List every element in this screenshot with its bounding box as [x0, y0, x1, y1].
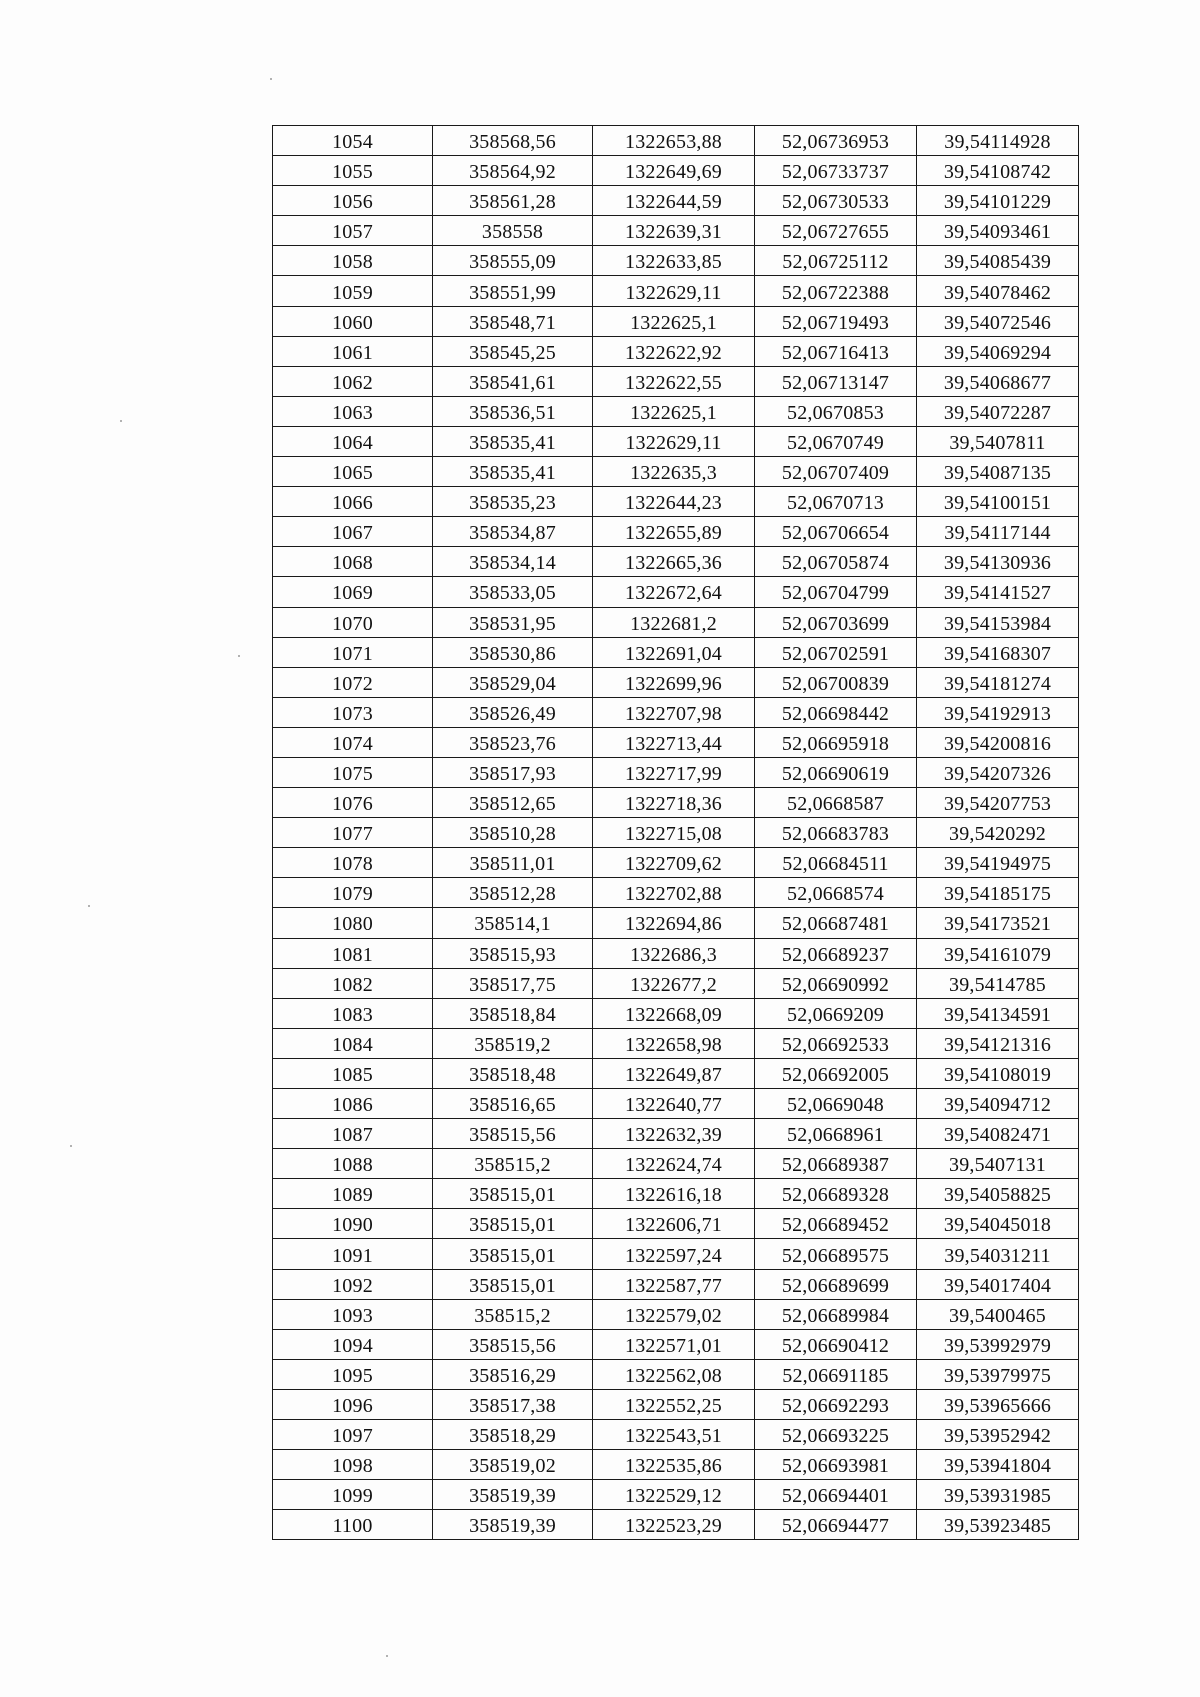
y-coordinate-cell: 1322681,2 — [593, 607, 755, 637]
table-row — [273, 968, 1079, 998]
y-coordinate-cell: 1322625,1 — [593, 306, 755, 336]
table-row — [273, 156, 1079, 186]
latitude-cell: 52,06692293 — [755, 1389, 917, 1419]
latitude-cell: 52,06694477 — [755, 1510, 917, 1540]
point-number-cell: 1056 — [273, 186, 433, 216]
y-coordinate-cell: 1322715,08 — [593, 818, 755, 848]
table-row — [273, 336, 1079, 366]
x-coordinate-cell: 358515,56 — [433, 1329, 593, 1359]
x-coordinate-cell: 358519,2 — [433, 1028, 593, 1058]
x-coordinate-cell: 358533,05 — [433, 577, 593, 607]
latitude-cell: 52,0669209 — [755, 998, 917, 1028]
table-row — [273, 818, 1079, 848]
longitude-cell: 39,54207753 — [917, 788, 1079, 818]
table-row — [273, 637, 1079, 667]
table-row — [273, 1359, 1079, 1389]
longitude-cell: 39,54192913 — [917, 697, 1079, 727]
longitude-cell: 39,54017404 — [917, 1269, 1079, 1299]
latitude-cell: 52,06703699 — [755, 607, 917, 637]
table-row — [273, 577, 1079, 607]
point-number-cell: 1089 — [273, 1179, 433, 1209]
y-coordinate-cell: 1322622,92 — [593, 336, 755, 366]
table-row — [273, 396, 1079, 426]
point-number-cell: 1065 — [273, 457, 433, 487]
point-number-cell: 1062 — [273, 366, 433, 396]
longitude-cell: 39,54117144 — [917, 517, 1079, 547]
table-row — [273, 306, 1079, 336]
point-number-cell: 1071 — [273, 637, 433, 667]
longitude-cell: 39,54085439 — [917, 246, 1079, 276]
point-number-cell: 1099 — [273, 1480, 433, 1510]
longitude-cell: 39,54200816 — [917, 727, 1079, 757]
y-coordinate-cell: 1322629,11 — [593, 276, 755, 306]
point-number-cell: 1054 — [273, 126, 433, 156]
point-number-cell: 1063 — [273, 396, 433, 426]
y-coordinate-cell: 1322523,29 — [593, 1510, 755, 1540]
longitude-cell: 39,54141527 — [917, 577, 1079, 607]
x-coordinate-cell: 358519,02 — [433, 1450, 593, 1480]
point-number-cell: 1090 — [273, 1209, 433, 1239]
y-coordinate-cell: 1322579,02 — [593, 1299, 755, 1329]
table-row — [273, 1299, 1079, 1329]
x-coordinate-cell: 358516,29 — [433, 1359, 593, 1389]
table-row — [273, 246, 1079, 276]
y-coordinate-cell: 1322639,31 — [593, 216, 755, 246]
y-coordinate-cell: 1322625,1 — [593, 396, 755, 426]
scan-speck — [88, 905, 90, 907]
point-number-cell: 1088 — [273, 1149, 433, 1179]
x-coordinate-cell: 358526,49 — [433, 697, 593, 727]
latitude-cell: 52,06693225 — [755, 1420, 917, 1450]
longitude-cell: 39,53965666 — [917, 1389, 1079, 1419]
longitude-cell: 39,54082471 — [917, 1119, 1079, 1149]
latitude-cell: 52,06692533 — [755, 1028, 917, 1058]
latitude-cell: 52,06719493 — [755, 306, 917, 336]
latitude-cell: 52,06725112 — [755, 246, 917, 276]
table-row — [273, 1149, 1079, 1179]
longitude-cell: 39,54068677 — [917, 366, 1079, 396]
scan-speck — [386, 1655, 388, 1657]
y-coordinate-cell: 1322622,55 — [593, 366, 755, 396]
y-coordinate-cell: 1322699,96 — [593, 667, 755, 697]
y-coordinate-cell: 1322629,11 — [593, 426, 755, 456]
point-number-cell: 1055 — [273, 156, 433, 186]
longitude-cell: 39,54185175 — [917, 878, 1079, 908]
point-number-cell: 1078 — [273, 848, 433, 878]
latitude-cell: 52,06687481 — [755, 908, 917, 938]
y-coordinate-cell: 1322649,69 — [593, 156, 755, 186]
table-row — [273, 878, 1079, 908]
point-number-cell: 1067 — [273, 517, 433, 547]
table-row — [273, 1239, 1079, 1269]
latitude-cell: 52,0669048 — [755, 1089, 917, 1119]
x-coordinate-cell: 358515,56 — [433, 1119, 593, 1149]
y-coordinate-cell: 1322587,77 — [593, 1269, 755, 1299]
x-coordinate-cell: 358535,23 — [433, 487, 593, 517]
scan-speck — [70, 1145, 72, 1147]
x-coordinate-cell: 358530,86 — [433, 637, 593, 667]
x-coordinate-cell: 358558 — [433, 216, 593, 246]
scan-speck — [270, 78, 272, 80]
y-coordinate-cell: 1322535,86 — [593, 1450, 755, 1480]
x-coordinate-cell: 358515,93 — [433, 938, 593, 968]
table-row — [273, 998, 1079, 1028]
point-number-cell: 1079 — [273, 878, 433, 908]
longitude-cell: 39,53992979 — [917, 1329, 1079, 1359]
x-coordinate-cell: 358519,39 — [433, 1480, 593, 1510]
table-row — [273, 1058, 1079, 1088]
table-row — [273, 1209, 1079, 1239]
y-coordinate-cell: 1322616,18 — [593, 1179, 755, 1209]
table-row — [273, 366, 1079, 396]
longitude-cell: 39,54045018 — [917, 1209, 1079, 1239]
x-coordinate-cell: 358536,51 — [433, 396, 593, 426]
longitude-cell: 39,54168307 — [917, 637, 1079, 667]
y-coordinate-cell: 1322597,24 — [593, 1239, 755, 1269]
point-number-cell: 1061 — [273, 336, 433, 366]
table-row — [273, 1389, 1079, 1419]
x-coordinate-cell: 358515,2 — [433, 1299, 593, 1329]
x-coordinate-cell: 358541,61 — [433, 366, 593, 396]
y-coordinate-cell: 1322668,09 — [593, 998, 755, 1028]
table-row — [273, 1089, 1079, 1119]
table-row — [273, 547, 1079, 577]
y-coordinate-cell: 1322633,85 — [593, 246, 755, 276]
longitude-cell: 39,54207326 — [917, 757, 1079, 787]
latitude-cell: 52,06702591 — [755, 637, 917, 667]
point-number-cell: 1066 — [273, 487, 433, 517]
y-coordinate-cell: 1322658,98 — [593, 1028, 755, 1058]
y-coordinate-cell: 1322632,39 — [593, 1119, 755, 1149]
x-coordinate-cell: 358512,65 — [433, 788, 593, 818]
table-row — [273, 1028, 1079, 1058]
latitude-cell: 52,06683783 — [755, 818, 917, 848]
x-coordinate-cell: 358510,28 — [433, 818, 593, 848]
x-coordinate-cell: 358555,09 — [433, 246, 593, 276]
table-row — [273, 1480, 1079, 1510]
point-number-cell: 1082 — [273, 968, 433, 998]
y-coordinate-cell: 1322649,87 — [593, 1058, 755, 1088]
x-coordinate-cell: 358517,75 — [433, 968, 593, 998]
latitude-cell: 52,0670853 — [755, 396, 917, 426]
point-number-cell: 1070 — [273, 607, 433, 637]
latitude-cell: 52,06689328 — [755, 1179, 917, 1209]
x-coordinate-cell: 358518,48 — [433, 1058, 593, 1088]
longitude-cell: 39,54134591 — [917, 998, 1079, 1028]
table-row — [273, 848, 1079, 878]
y-coordinate-cell: 1322665,36 — [593, 547, 755, 577]
scan-speck — [238, 655, 240, 657]
longitude-cell: 39,54108742 — [917, 156, 1079, 186]
point-number-cell: 1083 — [273, 998, 433, 1028]
table-row — [273, 1269, 1079, 1299]
latitude-cell: 52,06727655 — [755, 216, 917, 246]
x-coordinate-cell: 358561,28 — [433, 186, 593, 216]
longitude-cell: 39,54108019 — [917, 1058, 1079, 1088]
point-number-cell: 1093 — [273, 1299, 433, 1329]
latitude-cell: 52,06689575 — [755, 1239, 917, 1269]
longitude-cell: 39,5420292 — [917, 818, 1079, 848]
latitude-cell: 52,06704799 — [755, 577, 917, 607]
longitude-cell: 39,54173521 — [917, 908, 1079, 938]
longitude-cell: 39,53941804 — [917, 1450, 1079, 1480]
longitude-cell: 39,54121316 — [917, 1028, 1079, 1058]
table-row — [273, 1450, 1079, 1480]
table-row — [273, 1420, 1079, 1450]
point-number-cell: 1097 — [273, 1420, 433, 1450]
latitude-cell: 52,06716413 — [755, 336, 917, 366]
longitude-cell: 39,54181274 — [917, 667, 1079, 697]
table-row — [273, 457, 1079, 487]
table-row — [273, 667, 1079, 697]
longitude-cell: 39,54194975 — [917, 848, 1079, 878]
latitude-cell: 52,06705874 — [755, 547, 917, 577]
table-row — [273, 938, 1079, 968]
longitude-cell: 39,53952942 — [917, 1420, 1079, 1450]
x-coordinate-cell: 358534,87 — [433, 517, 593, 547]
y-coordinate-cell: 1322694,86 — [593, 908, 755, 938]
table-row — [273, 186, 1079, 216]
table-row — [273, 276, 1079, 306]
latitude-cell: 52,06722388 — [755, 276, 917, 306]
table-row — [273, 487, 1079, 517]
longitude-cell: 39,53979975 — [917, 1359, 1079, 1389]
latitude-cell: 52,0668574 — [755, 878, 917, 908]
y-coordinate-cell: 1322655,89 — [593, 517, 755, 547]
point-number-cell: 1091 — [273, 1239, 433, 1269]
x-coordinate-cell: 358515,01 — [433, 1239, 593, 1269]
x-coordinate-cell: 358516,65 — [433, 1089, 593, 1119]
table-row — [273, 788, 1079, 818]
x-coordinate-cell: 358511,01 — [433, 848, 593, 878]
y-coordinate-cell: 1322677,2 — [593, 968, 755, 998]
longitude-cell: 39,53931985 — [917, 1480, 1079, 1510]
table-row — [273, 908, 1079, 938]
latitude-cell: 52,06730533 — [755, 186, 917, 216]
latitude-cell: 52,06684511 — [755, 848, 917, 878]
table-row — [273, 1510, 1079, 1540]
point-number-cell: 1075 — [273, 757, 433, 787]
point-number-cell: 1098 — [273, 1450, 433, 1480]
table-row — [273, 1119, 1079, 1149]
longitude-cell: 39,54130936 — [917, 547, 1079, 577]
latitude-cell: 52,06689237 — [755, 938, 917, 968]
x-coordinate-cell: 358512,28 — [433, 878, 593, 908]
longitude-cell: 39,5407131 — [917, 1149, 1079, 1179]
x-coordinate-cell: 358514,1 — [433, 908, 593, 938]
latitude-cell: 52,06689452 — [755, 1209, 917, 1239]
x-coordinate-cell: 358515,01 — [433, 1269, 593, 1299]
y-coordinate-cell: 1322691,04 — [593, 637, 755, 667]
y-coordinate-cell: 1322672,64 — [593, 577, 755, 607]
point-number-cell: 1085 — [273, 1058, 433, 1088]
latitude-cell: 52,06690412 — [755, 1329, 917, 1359]
longitude-cell: 39,54058825 — [917, 1179, 1079, 1209]
latitude-cell: 52,06706654 — [755, 517, 917, 547]
y-coordinate-cell: 1322635,3 — [593, 457, 755, 487]
point-number-cell: 1087 — [273, 1119, 433, 1149]
table-row — [273, 607, 1079, 637]
latitude-cell: 52,0668587 — [755, 788, 917, 818]
longitude-cell: 39,54153984 — [917, 607, 1079, 637]
y-coordinate-cell: 1322606,71 — [593, 1209, 755, 1239]
y-coordinate-cell: 1322709,62 — [593, 848, 755, 878]
latitude-cell: 52,06689984 — [755, 1299, 917, 1329]
x-coordinate-cell: 358534,14 — [433, 547, 593, 577]
point-number-cell: 1092 — [273, 1269, 433, 1299]
table-row — [273, 126, 1079, 156]
latitude-cell: 52,0670749 — [755, 426, 917, 456]
table-row — [273, 697, 1079, 727]
longitude-cell: 39,54069294 — [917, 336, 1079, 366]
longitude-cell: 39,5407811 — [917, 426, 1079, 456]
point-number-cell: 1072 — [273, 667, 433, 697]
table-row — [273, 727, 1079, 757]
point-number-cell: 1076 — [273, 788, 433, 818]
latitude-cell: 52,06713147 — [755, 366, 917, 396]
longitude-cell: 39,54094712 — [917, 1089, 1079, 1119]
point-number-cell: 1064 — [273, 426, 433, 456]
longitude-cell: 39,5400465 — [917, 1299, 1079, 1329]
x-coordinate-cell: 358564,92 — [433, 156, 593, 186]
x-coordinate-cell: 358523,76 — [433, 727, 593, 757]
x-coordinate-cell: 358515,2 — [433, 1149, 593, 1179]
latitude-cell: 52,06694401 — [755, 1480, 917, 1510]
y-coordinate-cell: 1322653,88 — [593, 126, 755, 156]
y-coordinate-cell: 1322686,3 — [593, 938, 755, 968]
coordinates-table-body — [273, 126, 1079, 1540]
y-coordinate-cell: 1322713,44 — [593, 727, 755, 757]
latitude-cell: 52,0668961 — [755, 1119, 917, 1149]
longitude-cell: 39,54100151 — [917, 487, 1079, 517]
point-number-cell: 1057 — [273, 216, 433, 246]
table-row — [273, 757, 1079, 787]
x-coordinate-cell: 358531,95 — [433, 607, 593, 637]
longitude-cell: 39,5414785 — [917, 968, 1079, 998]
latitude-cell: 52,06733737 — [755, 156, 917, 186]
x-coordinate-cell: 358517,93 — [433, 757, 593, 787]
x-coordinate-cell: 358535,41 — [433, 426, 593, 456]
longitude-cell: 39,54114928 — [917, 126, 1079, 156]
point-number-cell: 1094 — [273, 1329, 433, 1359]
longitude-cell: 39,54087135 — [917, 457, 1079, 487]
x-coordinate-cell: 358518,29 — [433, 1420, 593, 1450]
y-coordinate-cell: 1322718,36 — [593, 788, 755, 818]
latitude-cell: 52,06707409 — [755, 457, 917, 487]
y-coordinate-cell: 1322644,59 — [593, 186, 755, 216]
point-number-cell: 1081 — [273, 938, 433, 968]
longitude-cell: 39,54031211 — [917, 1239, 1079, 1269]
x-coordinate-cell: 358545,25 — [433, 336, 593, 366]
y-coordinate-cell: 1322529,12 — [593, 1480, 755, 1510]
point-number-cell: 1069 — [273, 577, 433, 607]
coordinates-table — [272, 125, 1079, 1540]
x-coordinate-cell: 358515,01 — [433, 1179, 593, 1209]
latitude-cell: 52,06736953 — [755, 126, 917, 156]
latitude-cell: 52,06690619 — [755, 757, 917, 787]
point-number-cell: 1096 — [273, 1389, 433, 1419]
longitude-cell: 39,54101229 — [917, 186, 1079, 216]
latitude-cell: 52,06700839 — [755, 667, 917, 697]
scan-speck — [120, 420, 122, 422]
x-coordinate-cell: 358517,38 — [433, 1389, 593, 1419]
x-coordinate-cell: 358548,71 — [433, 306, 593, 336]
latitude-cell: 52,06689699 — [755, 1269, 917, 1299]
y-coordinate-cell: 1322702,88 — [593, 878, 755, 908]
x-coordinate-cell: 358568,56 — [433, 126, 593, 156]
x-coordinate-cell: 358529,04 — [433, 667, 593, 697]
y-coordinate-cell: 1322640,77 — [593, 1089, 755, 1119]
latitude-cell: 52,0670713 — [755, 487, 917, 517]
x-coordinate-cell: 358515,01 — [433, 1209, 593, 1239]
point-number-cell: 1058 — [273, 246, 433, 276]
point-number-cell: 1086 — [273, 1089, 433, 1119]
y-coordinate-cell: 1322571,01 — [593, 1329, 755, 1359]
longitude-cell: 39,54161079 — [917, 938, 1079, 968]
point-number-cell: 1084 — [273, 1028, 433, 1058]
latitude-cell: 52,06693981 — [755, 1450, 917, 1480]
latitude-cell: 52,06695918 — [755, 727, 917, 757]
x-coordinate-cell: 358535,41 — [433, 457, 593, 487]
x-coordinate-cell: 358518,84 — [433, 998, 593, 1028]
point-number-cell: 1060 — [273, 306, 433, 336]
y-coordinate-cell: 1322552,25 — [593, 1389, 755, 1419]
y-coordinate-cell: 1322707,98 — [593, 697, 755, 727]
longitude-cell: 39,54072546 — [917, 306, 1079, 336]
table-row — [273, 426, 1079, 456]
table-row — [273, 1179, 1079, 1209]
point-number-cell: 1100 — [273, 1510, 433, 1540]
longitude-cell: 39,54078462 — [917, 276, 1079, 306]
point-number-cell: 1077 — [273, 818, 433, 848]
latitude-cell: 52,06691185 — [755, 1359, 917, 1389]
latitude-cell: 52,06690992 — [755, 968, 917, 998]
point-number-cell: 1073 — [273, 697, 433, 727]
table-row — [273, 517, 1079, 547]
longitude-cell: 39,54093461 — [917, 216, 1079, 246]
longitude-cell: 39,54072287 — [917, 396, 1079, 426]
y-coordinate-cell: 1322717,99 — [593, 757, 755, 787]
table-row — [273, 216, 1079, 246]
latitude-cell: 52,06689387 — [755, 1149, 917, 1179]
point-number-cell: 1059 — [273, 276, 433, 306]
x-coordinate-cell: 358551,99 — [433, 276, 593, 306]
point-number-cell: 1068 — [273, 547, 433, 577]
table-row — [273, 1329, 1079, 1359]
latitude-cell: 52,06698442 — [755, 697, 917, 727]
point-number-cell: 1095 — [273, 1359, 433, 1389]
y-coordinate-cell: 1322644,23 — [593, 487, 755, 517]
point-number-cell: 1080 — [273, 908, 433, 938]
longitude-cell: 39,53923485 — [917, 1510, 1079, 1540]
y-coordinate-cell: 1322543,51 — [593, 1420, 755, 1450]
y-coordinate-cell: 1322562,08 — [593, 1359, 755, 1389]
point-number-cell: 1074 — [273, 727, 433, 757]
latitude-cell: 52,06692005 — [755, 1058, 917, 1088]
x-coordinate-cell: 358519,39 — [433, 1510, 593, 1540]
y-coordinate-cell: 1322624,74 — [593, 1149, 755, 1179]
